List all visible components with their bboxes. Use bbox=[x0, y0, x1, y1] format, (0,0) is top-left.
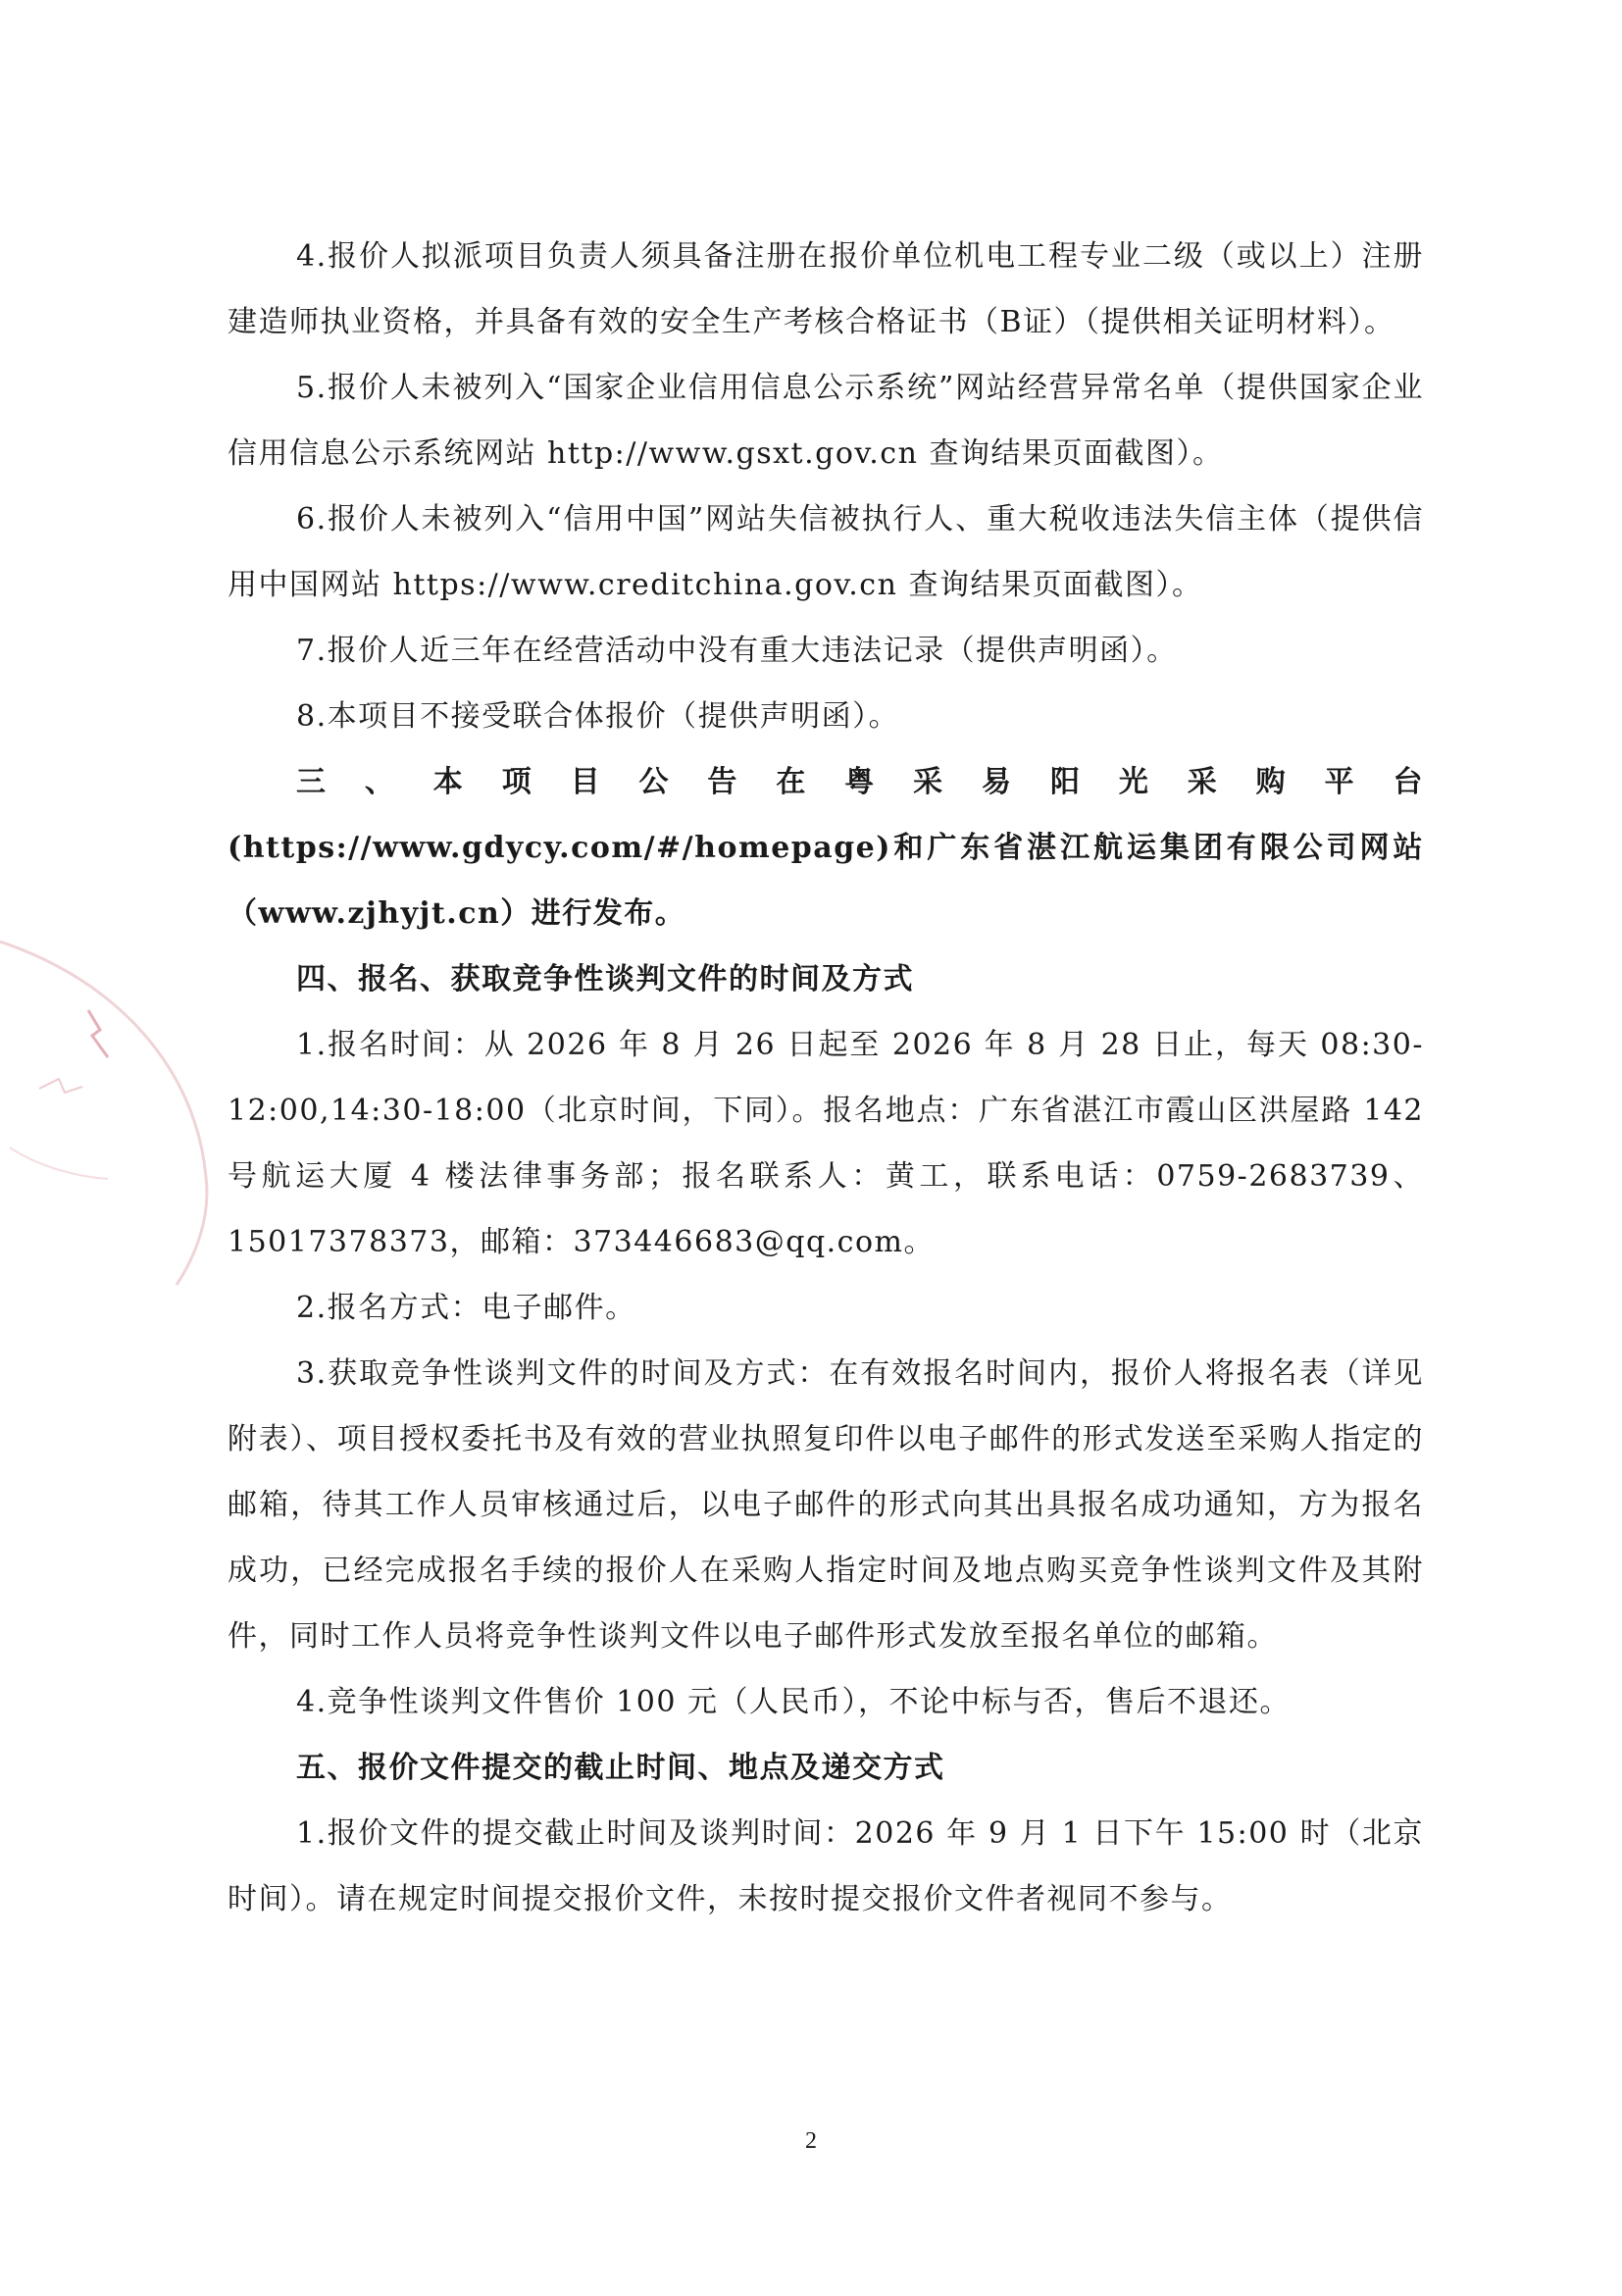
document-body bbox=[228, 224, 1424, 1932]
paragraph-7: 7.报价人近三年在经营活动中没有重大违法记录（提供声明函）。 bbox=[296, 634, 1178, 668]
paragraph-6: 6.报价人未被列入“信用中国”网站失信被执行人、重大税收违法失信主体（提供信用中国网站 https://www.creditchina.gov.cn 查询结果页面截图）。 bbox=[228, 502, 1424, 602]
seal-stamp-fragment bbox=[0, 922, 255, 1295]
registration-time-paragraph: 1.报名时间：从 2026 年 8 月 26 日起至 2026 年 8 月 28 日止，每天 08:30-12:00,14:30-18:00（北京时间，下同）。报名地点：广东省湛江市霞山区洪屋路 142 号航运大厦 4 楼法律事务部；报名联系人：黄工，联系电话：0759-2683739、15017378373，邮箱：373446683@qq.com。 bbox=[228, 1028, 1424, 1259]
obtain-documents-paragraph: 3.获取竞争性谈判文件的时间及方式：在有效报名时间内，报价人将报名表（详见附表）、项目授权委托书及有效的营业执照复印件以电子邮件的形式发送至采购人指定的邮箱，待其工作人员审核通过后，以电子邮件的形式向其出具报名成功通知，方为报名成功，已经完成报名手续的报价人在采购人指定时间及地点购买竞争性谈判文件及其附件，同时工作人员将竞争性谈判文件以电子邮件形式发放至报名单位的邮箱。 bbox=[228, 1356, 1424, 1654]
section-3-heading: 三、本项目公告在粤采易阳光采购平台(https://www.gdycy.com/#/homepage)和广东省湛江航运集团有限公司网站（www.zjhyjt.cn）进行发布。 bbox=[228, 765, 1424, 931]
paragraph-8: 8.本项目不接受联合体报价（提供声明函）。 bbox=[296, 699, 900, 734]
document-price-paragraph: 4.竞争性谈判文件售价 100 元（人民币），不论中标与否，售后不退还。 bbox=[296, 1685, 1291, 1719]
registration-method-paragraph: 2.报名方式：电子邮件。 bbox=[296, 1291, 636, 1325]
page-number: 2 bbox=[805, 2128, 817, 2154]
paragraph-4: 4.报价人拟派项目负责人须具备注册在报价单位机电工程专业二级（或以上）注册建造师执业资格，并具备有效的安全生产考核合格证书（B证）（提供相关证明材料）。 bbox=[228, 239, 1424, 339]
paragraph-5: 5.报价人未被列入“国家企业信用信息公示系统”网站经营异常名单（提供国家企业信用信息公示系统网站 http://www.gsxt.gov.cn 查询结果页面截图）。 bbox=[228, 371, 1424, 471]
section-4-heading: 四、报名、获取竞争性谈判文件的时间及方式 bbox=[296, 962, 914, 996]
submission-deadline-paragraph: 1.报价文件的提交截止时间及谈判时间：2026 年 9 月 1 日下午 15:00 时（北京时间）。请在规定时间提交报价文件，未按时提交报价文件者视同不参与。 bbox=[228, 1816, 1424, 1916]
section-5-heading: 五、报价文件提交的截止时间、地点及递交方式 bbox=[296, 1751, 945, 1785]
